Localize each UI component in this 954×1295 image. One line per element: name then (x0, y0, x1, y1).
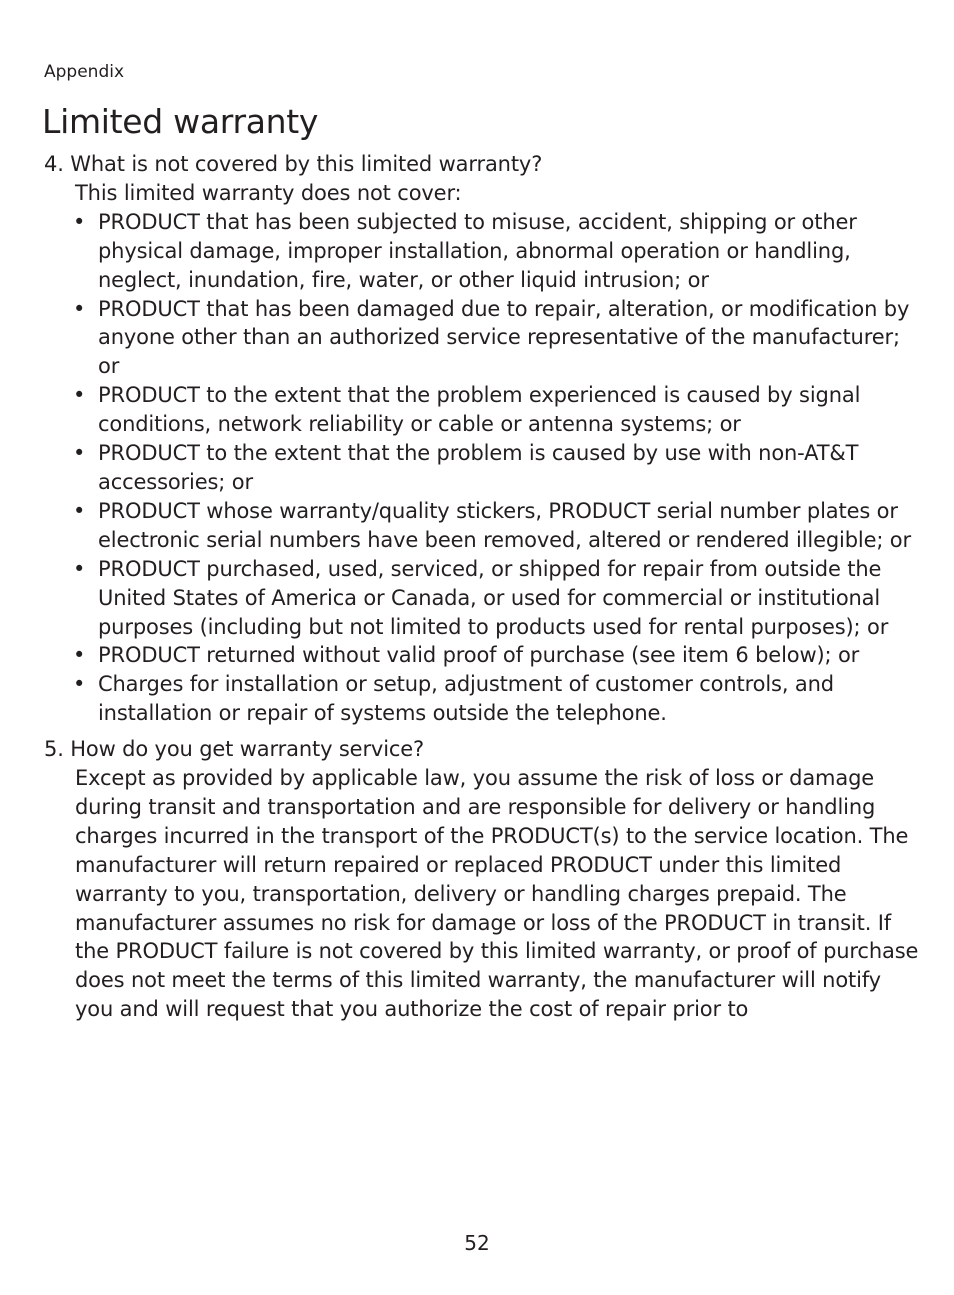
list-item (67, 381, 924, 439)
bullet-icon: • (73, 209, 86, 234)
list-item (67, 670, 924, 728)
list-item-text: Charges for installation or setup, adjustment of customer controls, and installation or repair of systems outside the telephone. (98, 672, 834, 726)
list-item-text: PRODUCT returned without valid proof of purchase (see item 6 below); or (98, 643, 860, 668)
exclusions-list (44, 208, 924, 728)
list-item (67, 208, 924, 295)
bullet-icon: • (73, 296, 86, 321)
list-item (67, 555, 924, 642)
bullet-icon: • (73, 441, 86, 466)
item-heading: 5. How do you get warranty service? (44, 737, 425, 762)
warranty-content (44, 150, 924, 1024)
list-item-text: PRODUCT that has been subjected to misuse, accident, shipping or other physical damage, improper installation, abnormal operation or handling, neglect, inundation, fire, water, or other liquid intrusion; or (98, 209, 857, 292)
list-item-text: PRODUCT that has been damaged due to repair, alteration, or modification by anyone other than an authorized service representative of the manufacturer; or (98, 296, 910, 379)
bullet-icon: • (73, 643, 86, 668)
bullet-icon: • (73, 556, 86, 581)
warranty-item-5 (44, 735, 924, 1024)
page-number: 52 (464, 1231, 490, 1255)
warranty-item-4 (44, 150, 924, 728)
list-item (67, 439, 924, 497)
section-label: Appendix (44, 62, 125, 82)
list-item-text: PRODUCT whose warranty/quality stickers, PRODUCT serial number plates or electronic serial numbers have been removed, altered or rendered illegible; or (98, 498, 911, 552)
bullet-icon: • (73, 383, 86, 408)
list-item (67, 641, 924, 670)
list-item (67, 497, 924, 555)
bullet-icon: • (73, 672, 86, 697)
item-intro: This limited warranty does not cover: (75, 180, 462, 205)
list-item-text: PRODUCT to the extent that the problem experienced is caused by signal conditions, network reliability or cable or antenna systems; or (98, 383, 861, 437)
list-item (67, 295, 924, 382)
list-item-text: PRODUCT purchased, used, serviced, or shipped for repair from outside the United States of America or Canada, or used for commercial or institutional purposes (including but not limited to products used for rental purposes); or (98, 556, 889, 639)
list-item-text: PRODUCT to the extent that the problem is caused by use with non-AT&T accessories; or (98, 441, 859, 494)
page-title: Limited warranty (42, 102, 319, 141)
item-body: Except as provided by applicable law, you assume the risk of loss or damage during transit and transportation and are responsible for delivery or handling charges incurred in the transport of the PRODUCT(s) to the service location. The manufacturer will return repaired or replaced PRODUCT under this limited warranty to you, transportation, delivery or handling charges prepaid. The manufacturer assumes no risk for damage or loss of the PRODUCT in transit. If the PRODUCT failure is not covered by this limited warranty, or proof of purchase does not meet the terms of this limited warranty, the manufacturer will notify you and will request that you authorize the cost of repair prior to (75, 766, 919, 1022)
bullet-icon: • (73, 498, 86, 523)
item-heading: 4. What is not covered by this limited warranty? (44, 152, 543, 176)
